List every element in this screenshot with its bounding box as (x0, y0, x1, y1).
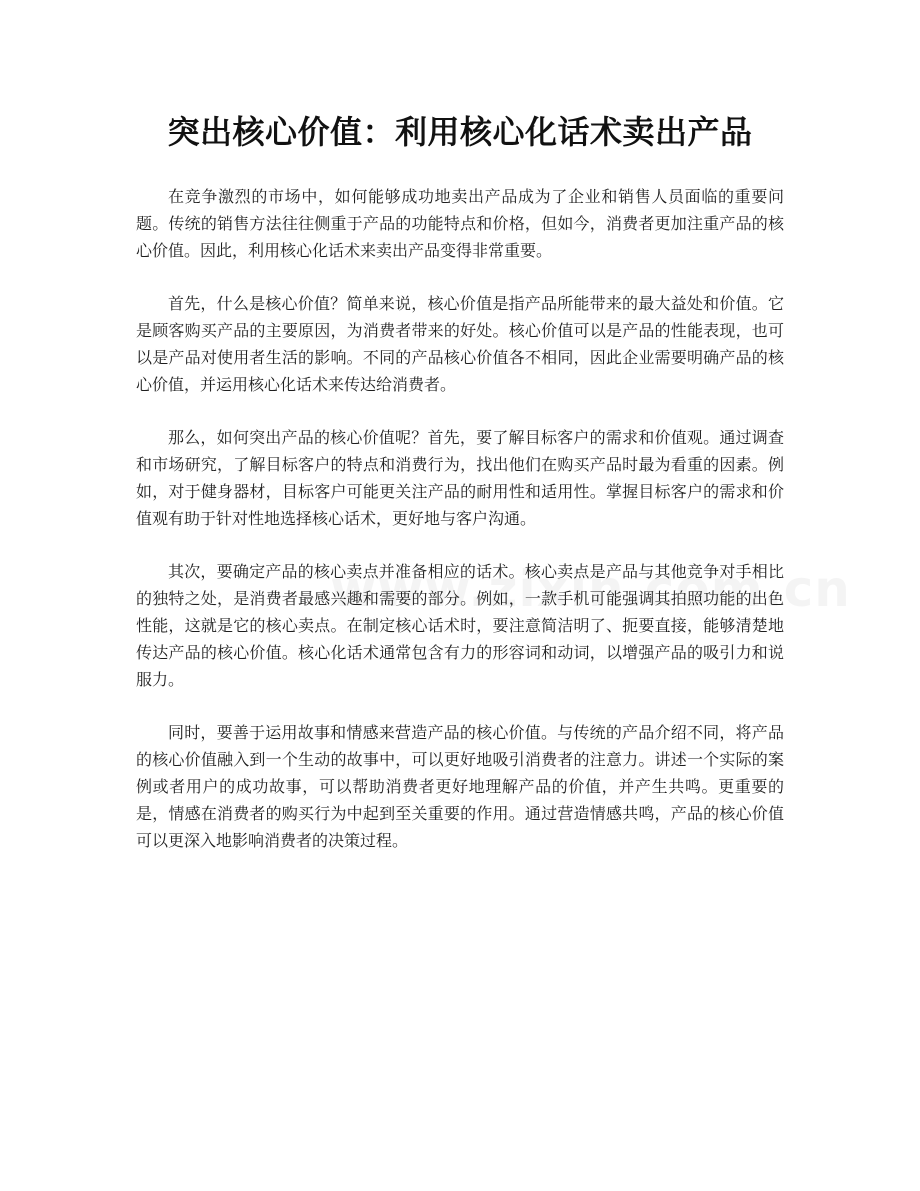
document-title: 突出核心价值：利用核心化话术卖出产品 (167, 113, 753, 151)
paragraph-1: 在竞争激烈的市场中，如何能够成功地卖出产品成为了企业和销售人员面临的重要问题。传统的销售方法往往侧重于产品的功能特点和价格，但如今，消费者更加注重产品的核心价值。因此，利用核心化话术来卖出产品变得非常重要。 (136, 187, 784, 260)
paragraph-4: 其次，要确定产品的核心卖点并准备相应的话术。核心卖点是产品与其他竞争对手相比的独特之处，是消费者最感兴趣和需要的部分。例如，一款手机可能强调其拍照功能的出色性能，这就是它的核心卖点。在制定核心话术时，要注意简洁明了、扼要直接，能够清楚地传达产品的核心价值。核心化话术通常包含有力的形容词和动词，以增强产品的吸引力和说服力。 (136, 562, 784, 689)
paragraph-3: 那么，如何突出产品的核心价值呢？首先，要了解目标客户的需求和价值观。通过调查和市场研究，了解目标客户的特点和消费行为，找出他们在购买产品时最为看重的因素。例如，对于健身器材，目标客户可能更关注产品的耐用性和适用性。掌握目标客户的需求和价值观有助于针对性地选择核心话术，更好地与客户沟通。 (136, 428, 784, 528)
paragraph-2: 首先，什么是核心价值？简单来说，核心价值是指产品所能带来的最大益处和价值。它是顾客购买产品的主要原因，为消费者带来的好处。核心价值可以是产品的性能表现，也可以是产品对使用者生活的影响。不同的产品核心价值各不相同，因此企业需要明确产品的核心价值，并运用核心化话术来传达给消费者。 (136, 294, 784, 394)
paragraph-5: 同时，要善于运用故事和情感来营造产品的核心价值。与传统的产品介绍不同，将产品的核心价值融入到一个生动的故事中，可以更好地吸引消费者的注意力。讲述一个实际的案例或者用户的成功故事，可以帮助消费者更好地理解产品的价值，并产生共鸣。更重要的是，情感在消费者的购买行为中起到至关重要的作用。通过营造情感共鸣，产品的核心价值可以更深入地影响消费者的决策过程。 (136, 723, 784, 850)
document-body (136, 183, 784, 880)
